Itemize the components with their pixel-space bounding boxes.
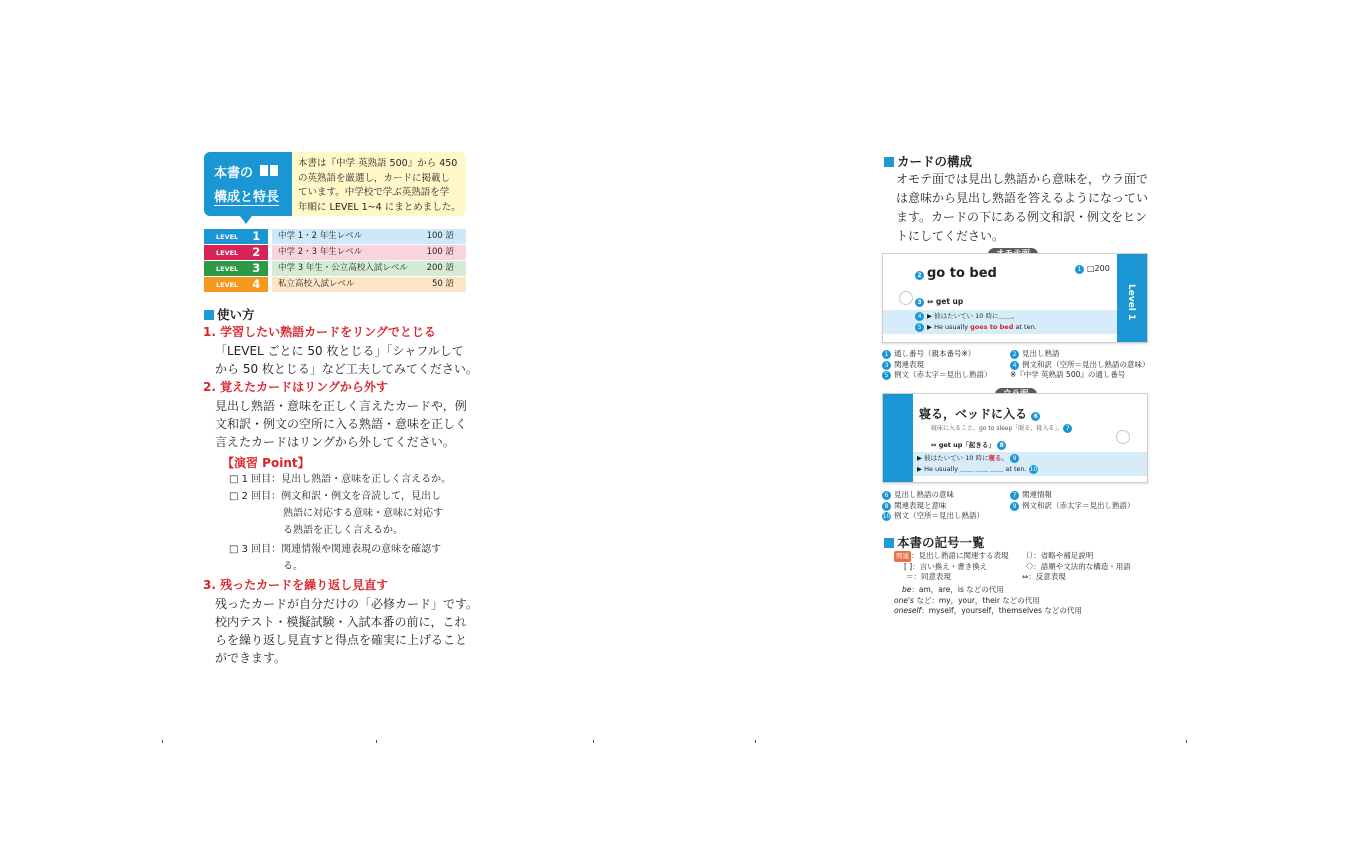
step2-title: 2. 覚えたカードはリングから外す	[203, 380, 388, 394]
point-item-2-cont: 熟語に対応する意味・意味に対応す る熟語を正しく言えるか。	[283, 508, 443, 536]
intro-line: の英熟語を厳選し，カードに掲載し	[298, 172, 451, 184]
intro-text	[298, 157, 461, 215]
back-en-example: ▶ He usually ＿＿ ＿＿ ＿＿ at ten. 10	[917, 465, 1038, 473]
front-number: 1 □200	[1075, 264, 1110, 274]
level-tag: LEVEL 4	[204, 277, 268, 292]
crop-mark	[755, 740, 756, 743]
intro-title-block	[204, 152, 292, 216]
crop-mark	[1186, 740, 1187, 743]
intro-line: 本書は『中学 英熟語 500』から 450	[298, 158, 458, 169]
point-item-1: □ 1 回目：見出し熟語・意味を正しく言えるか。	[229, 474, 452, 485]
back-info: 寝床に入ること。go to sleep「眠る，寝入る」。 7	[931, 424, 1075, 434]
crop-mark	[162, 740, 163, 743]
front-legend-right: 2 見出し熟語 4 例文和訳（空所＝見出し熟語の意味） ※『中学 英熟語 500』の通し番号	[1010, 349, 1150, 379]
step3-text: 残ったカードが自分だけの「必修カード」です。 校内テスト・模擬試験・入試本番の前に，これ らを繰り返し見直すと得点を確実に上げること ができます。	[215, 597, 479, 665]
level-row-1	[204, 229, 466, 244]
symbols-heading: 本書の記号一覧	[884, 533, 985, 551]
intro-line: ています。中学校で学ぶ英熟語を学	[298, 187, 450, 198]
intro-pointer	[240, 216, 252, 224]
level-row-3	[204, 261, 466, 276]
front-legend: 1 通し番号（親本番号※） 3 関連表現 5 例文（赤太字＝見出し熟語）	[882, 349, 992, 381]
back-meaning: 寝る，ベッドに入る 6	[919, 405, 1043, 422]
crop-mark	[376, 740, 377, 743]
level-tag: LEVEL 1	[204, 229, 268, 244]
level-desc: 私立高校入試レベル 50 語	[272, 277, 466, 292]
symbols-list: 関連 ：見出し熟語に関連する表現 [ ]：言い換え・書き換え ＝：同意表現	[896, 551, 1009, 581]
intro-line: 年順に LEVEL 1~4 にまとめました。	[298, 201, 461, 213]
point-title: 【演習 Point】	[222, 456, 310, 470]
card-section-heading: カードの構成	[884, 152, 972, 170]
level-tag: LEVEL 2	[204, 245, 268, 260]
level-row-4	[204, 277, 466, 292]
usage-heading: 使い方	[204, 305, 255, 323]
level-desc: 中学 3 年生・公立高校入試レベル 200 語	[272, 261, 466, 276]
intro-title-line1: 本書の	[214, 166, 254, 181]
back-card	[882, 393, 1148, 483]
back-legend-right: 7 関連情報 9 例文和訳（赤太字＝見出し熟語）	[1010, 490, 1135, 511]
back-legend: 6 見出し熟語の意味 8 関連表現と意味 10 例文（空所＝見出し熟語）	[882, 490, 984, 520]
front-en-example: 5 ▶ He usually goes to bed at ten.	[915, 322, 1037, 332]
level-count: 100 語	[426, 231, 454, 241]
point-item-2: □ 2 回目：例文和訳・例文を音読して，見出し	[229, 491, 441, 502]
back-related: ⇔ get up「起きる」 8	[931, 440, 1009, 450]
point-item-3-cont: る。	[283, 561, 303, 572]
back-card-edge	[883, 394, 913, 482]
level-desc: 中学 2・3 年生レベル 100 語	[272, 245, 466, 260]
card-section-text: オモテ面では見出し熟語から意味を，ウラ面で は意味から見出し熟語を答えるようになってい ます。カードの下にある例文和訳・例文をヒン トにしてください。	[896, 172, 1149, 243]
level-tab: Level 1	[1117, 254, 1147, 342]
level-tag: LEVEL 3	[204, 261, 268, 276]
ring-hole	[899, 291, 913, 305]
level-count: 100 語	[426, 247, 454, 257]
back-jp-example: ▶ 彼はたいてい 10 時に寝る。 9	[917, 453, 1022, 463]
front-headword: 2 go to bed	[915, 266, 997, 281]
point-item-3: □ 3 回目：関連情報や関連表現の意味を確認す	[229, 544, 442, 555]
symbols-substitutes: be：am，are，is などの代用 one's など：my，your，their などの代用 oneself：myself，yourself，themselves などの代用	[894, 585, 1082, 615]
intro-title-line2: 構成と特長	[214, 186, 279, 206]
step1-text: 「LEVEL ごとに 50 枚とじる」「シャフルして から 50 枚とじる」など工夫してみてください。	[215, 344, 478, 376]
front-card	[882, 253, 1148, 343]
front-jp-example: 4 ▶ 彼はたいてい 10 時に＿＿。	[915, 311, 1018, 321]
level-count: 50 語	[431, 279, 454, 289]
level-row-2	[204, 245, 466, 260]
book-icon	[260, 165, 278, 176]
level-count: 200 語	[426, 263, 454, 273]
step1-title: 1. 学習したい熟語カードをリングでとじる	[203, 325, 436, 339]
front-related: 3 ⇔ get up	[915, 297, 963, 307]
related-badge: 関連	[896, 552, 909, 560]
symbols-list-right: （）：省略や補足説明 〈〉：語順や文法的な構造・用語 ⇔：反意表現	[1022, 551, 1131, 581]
step3-title: 3. 残ったカードを繰り返し見直す	[203, 578, 389, 592]
crop-mark	[593, 740, 594, 743]
step2-text: 見出し熟語・意味を正しく言えたカードや，例 文和訳・例文の空所に入る熟語・意味を正しく 言えたカードはリングから外してください。	[215, 399, 468, 449]
ring-hole	[1116, 430, 1130, 444]
level-desc: 中学 1・2 年生レベル 100 語	[272, 229, 466, 244]
